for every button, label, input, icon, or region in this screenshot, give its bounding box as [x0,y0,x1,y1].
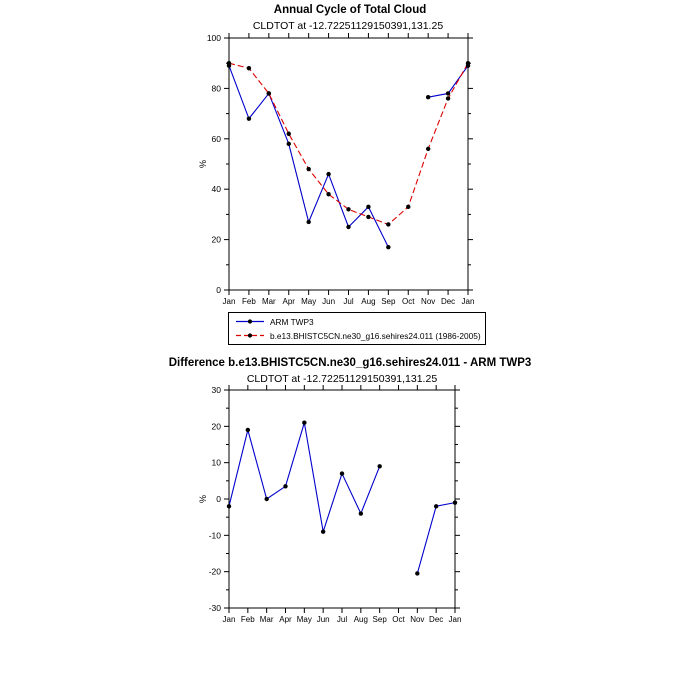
y-tick-label: 0 [216,494,221,504]
y-tick-label: 100 [206,33,221,43]
x-tick-label: Aug [353,615,368,624]
data-point-marker [366,215,370,219]
plot-border [229,38,468,290]
data-point-marker [302,421,306,425]
series-line [229,63,468,224]
x-tick-label: Dec [440,297,456,306]
legend-item-arm [235,316,481,327]
data-point-marker [287,142,291,146]
legend-marker-dot [248,333,252,337]
data-point-marker [377,464,381,468]
data-point-marker [366,205,370,209]
data-point-marker [246,428,250,432]
data-point-marker [283,484,287,488]
legend-marker-dot [248,319,252,323]
data-point-marker [247,116,251,120]
x-tick-label: Jan [222,297,236,306]
data-point-marker [340,471,344,475]
data-point-marker [434,504,438,508]
x-tick-label: Apr [282,297,295,306]
data-point-marker [267,91,271,95]
x-tick-label: Oct [392,615,405,624]
legend-label-arm: ARM TWP3 [270,316,314,327]
x-tick-label: May [296,615,312,624]
data-point-marker [386,222,390,226]
x-tick-label: Jan [448,615,462,624]
bottom-chart-subtitle: CLDTOT at -12.72251129150391,131.25 [246,373,438,385]
plot-border [229,390,455,608]
data-point-marker [326,172,330,176]
data-point-marker [453,500,457,504]
data-point-marker [287,132,291,136]
x-tick-label: Dec [429,615,444,624]
legend [228,312,486,345]
x-tick-label: Apr [279,615,292,624]
x-tick-label: Jun [322,297,336,306]
x-tick-label: Jul [336,615,348,624]
data-point-marker [306,220,310,224]
data-point-marker [426,95,430,99]
data-point-marker [321,530,325,534]
x-tick-label: Jul [343,297,354,306]
x-tick-label: May [301,297,317,306]
y-tick-label: -30 [208,603,221,613]
data-point-marker [306,167,310,171]
data-point-marker [415,571,419,575]
y-tick-label: 40 [211,184,221,195]
x-tick-label: Nov [421,297,436,306]
y-tick-label: 10 [211,457,221,468]
y-tick-label: -20 [208,566,221,577]
legend-dashed-line-icon [235,331,265,340]
x-tick-label: Jan [222,615,236,624]
data-point-marker [446,91,450,95]
legend-solid-line-icon [235,317,265,326]
data-point-marker [247,66,251,70]
data-point-marker [359,511,363,515]
data-point-marker [406,205,410,209]
data-point-marker [426,147,430,151]
x-tick-label: Jan [461,297,475,306]
y-tick-label: 60 [211,133,221,144]
x-tick-label: Oct [402,297,415,306]
x-tick-label: Mar [259,615,274,624]
y-tick-label: 0 [216,285,221,295]
data-point-marker [386,245,390,249]
data-point-marker [346,207,350,211]
data-point-marker [446,96,450,100]
data-point-marker [326,192,330,196]
series-line [417,503,455,574]
data-point-marker [227,504,231,508]
x-tick-label: Sep [372,615,387,624]
top-chart-title: Annual Cycle of Total Cloud [273,4,427,16]
data-point-marker [264,497,268,501]
y-tick-label: 30 [211,385,221,395]
x-tick-label: Mar [261,297,276,306]
data-point-marker [466,61,470,65]
y-axis-label: % [198,159,208,169]
series-line [229,423,380,532]
data-point-marker [227,61,231,65]
y-tick-label: 20 [211,234,221,245]
x-tick-label: Jun [316,615,330,624]
top-chart-subtitle: CLDTOT at -12.72251129150391,131.25 [252,20,444,32]
y-axis-label: % [198,494,208,504]
x-tick-label: Feb [242,297,256,306]
data-point-marker [346,225,350,229]
y-tick-label: 20 [211,421,221,432]
y-tick-label: -10 [208,530,221,541]
x-tick-label: Feb [240,615,255,624]
x-tick-label: Sep [381,297,396,306]
y-tick-label: 80 [211,83,221,94]
x-tick-label: Nov [410,615,425,624]
x-tick-label: Aug [361,297,376,306]
bottom-chart-title: Difference b.e13.BHISTC5CN.ne30_g16.sehires24.011 - ARM TWP3 [168,357,532,369]
legend-label-model: b.e13.BHISTC5CN.ne30_g16.sehires24.011 (1986-2005) [270,330,481,341]
legend-item-model [235,330,481,341]
